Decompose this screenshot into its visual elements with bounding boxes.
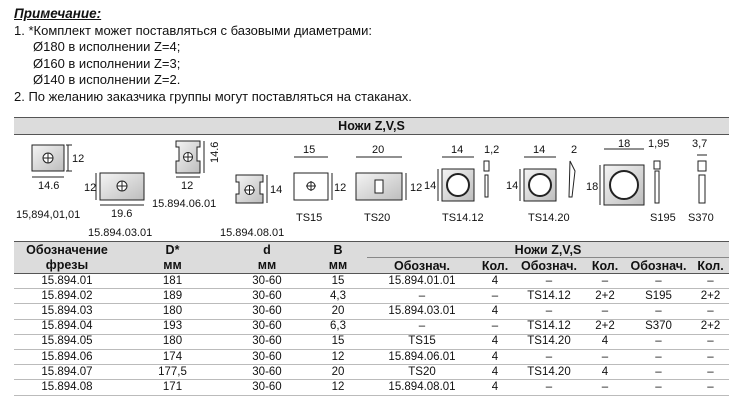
- table-cell: –: [585, 304, 625, 319]
- table-cell: 174: [120, 349, 225, 364]
- dim-d3-h: 14.6: [209, 141, 221, 163]
- table-cell: 2+2: [692, 289, 729, 304]
- table-cell: 171: [120, 380, 225, 395]
- table-header: [14, 241, 729, 274]
- table-cell: 2+2: [585, 319, 625, 334]
- table-cell: 12: [309, 380, 367, 395]
- dim-ts1412-w: 14: [451, 144, 464, 156]
- table-cell: 15: [309, 334, 367, 349]
- table-cell: –: [477, 289, 513, 304]
- table-cell: TS14.12: [513, 289, 585, 304]
- table-cell: –: [367, 289, 477, 304]
- dim-s195-t: 1,95: [648, 138, 670, 150]
- table-cell: –: [513, 274, 585, 289]
- dim-d4-h: 14: [270, 184, 283, 196]
- code-ts1420: TS14.20: [528, 212, 570, 224]
- table-cell: 15.894.07: [14, 365, 120, 380]
- note-line-3: Ø160 в исполнении Z=3;: [33, 55, 181, 71]
- table-cell: 30-60: [225, 365, 309, 380]
- dim-ts15-w: 15: [303, 144, 316, 156]
- code-d4: 15.894.08.01: [220, 227, 285, 239]
- table-cell: 15: [309, 274, 367, 289]
- table-cell: TS14.12: [513, 319, 585, 334]
- table-cell: –: [513, 349, 585, 364]
- note-line-2: Ø180 в исполнении Z=4;: [33, 39, 181, 54]
- table-cell: 4: [477, 349, 513, 364]
- note-line-5: 2. По желанию заказчика группы могут поставляться на стаканах.: [14, 88, 412, 104]
- table-cell: –: [585, 380, 625, 395]
- table-cell: 15.894.08.01: [367, 380, 477, 395]
- table-cell: 6,3: [309, 319, 367, 334]
- table-cell: 180: [120, 304, 225, 319]
- dim-s195-h: 18: [586, 181, 599, 193]
- table-cell: S370: [625, 319, 692, 334]
- table-cell: 4,3: [309, 289, 367, 304]
- table-cell: 4: [477, 380, 513, 395]
- table-cell: –: [585, 349, 625, 364]
- col-B-unit: мм: [328, 258, 348, 272]
- dim-ts1420-h: 14: [506, 180, 519, 192]
- table-cell: 15.894.03: [14, 304, 120, 319]
- table-cell: 4: [477, 334, 513, 349]
- table-cell: 15.894.02: [14, 289, 120, 304]
- table-cell: 30-60: [225, 380, 309, 395]
- table-cell: –: [513, 380, 585, 395]
- table-cell: –: [692, 380, 729, 395]
- table-cell: 189: [120, 289, 225, 304]
- table-row: [14, 380, 729, 395]
- table-cell: S195: [625, 289, 692, 304]
- table-cell: 4: [477, 304, 513, 319]
- table-cell: –: [367, 319, 477, 334]
- table-cell: –: [625, 274, 692, 289]
- table-cell: 4: [585, 365, 625, 380]
- table-cell: 2+2: [692, 319, 729, 334]
- table-cell: 177,5: [120, 365, 225, 380]
- dim-d1-w: 14.6: [38, 180, 60, 192]
- col-D: D*: [165, 243, 180, 257]
- dim-ts20-h: 12: [410, 182, 423, 194]
- col-d-unit: мм: [257, 258, 277, 272]
- knife-drawing-s370: [688, 138, 714, 224]
- table-cell: 4: [477, 274, 513, 289]
- code-ts20: TS20: [364, 212, 391, 224]
- knife-drawing-s195: [586, 138, 676, 224]
- table-cell: –: [692, 334, 729, 349]
- table-cell: TS20: [367, 365, 477, 380]
- table-cell: 15.894.08: [14, 380, 120, 395]
- table-cell: TS15: [367, 334, 477, 349]
- knife-drawing-d1: [16, 145, 84, 221]
- table-cell: 30-60: [225, 334, 309, 349]
- notes-block: [14, 6, 729, 105]
- table-row: [14, 365, 729, 380]
- table-cell: 15.894.03.01: [367, 304, 477, 319]
- code-s195: S195: [650, 212, 676, 224]
- note-line-1: 1. *Комплект может поставляться с базовыми диаметрами:: [14, 22, 372, 38]
- knives-section-title: Ножи Z,V,S: [14, 117, 729, 135]
- table-row: [14, 289, 729, 304]
- table-cell: 20: [309, 365, 367, 380]
- table-cell: TS14.20: [513, 365, 585, 380]
- knife-drawings: [14, 135, 729, 241]
- dim-d3-w: 12: [181, 180, 194, 192]
- col-D-unit: мм: [163, 258, 182, 272]
- col-oboznach-2: Обознач.: [520, 259, 578, 273]
- table-row: [14, 349, 729, 364]
- table-cell: 4: [477, 365, 513, 380]
- knife-drawing-ts15: [294, 144, 346, 224]
- dim-ts1412-t: 1,2: [484, 144, 500, 156]
- table-cell: 15.894.06.01: [367, 349, 477, 364]
- dim-ts1420-w: 14: [533, 144, 546, 156]
- knife-drawing-d2: [84, 173, 152, 239]
- table-cell: 15.894.06: [14, 349, 120, 364]
- col-designation-l1: Обозначение: [26, 243, 108, 257]
- table-row: [14, 319, 729, 334]
- dim-ts1420-t: 2: [571, 144, 578, 156]
- code-ts1412: TS14.12: [442, 212, 484, 224]
- code-s370: S370: [688, 212, 714, 224]
- table-cell: 30-60: [225, 274, 309, 289]
- table-cell: 12: [309, 349, 367, 364]
- table-row: [14, 274, 729, 289]
- dim-ts1412-h: 14: [424, 180, 437, 192]
- knife-drawing-ts20: [356, 144, 422, 224]
- table-cell: 181: [120, 274, 225, 289]
- table-cell: –: [513, 304, 585, 319]
- code-d2: 15.894.03.01: [88, 227, 153, 239]
- table-cell: 30-60: [225, 289, 309, 304]
- table-cell: 15.894.01.01: [367, 274, 477, 289]
- col-d: d: [263, 243, 271, 257]
- dim-s195-w: 18: [618, 138, 631, 150]
- notes-title: Примечание:: [14, 6, 102, 21]
- table-cell: 193: [120, 319, 225, 334]
- table-cell: 15.894.01: [14, 274, 120, 289]
- dim-ts20-w: 20: [372, 144, 385, 156]
- table-cell: TS14.20: [513, 334, 585, 349]
- col-oboznach-3: Обознач.: [630, 259, 687, 273]
- cutters-table: [14, 274, 729, 396]
- dim-ts15-h: 12: [334, 182, 347, 194]
- dim-d1-h: 12: [72, 153, 85, 165]
- table-cell: –: [692, 304, 729, 319]
- col-kol-1: Кол.: [481, 259, 509, 273]
- table-cell: –: [692, 274, 729, 289]
- dim-s370-t: 3,7: [692, 138, 708, 150]
- table-cell: –: [625, 349, 692, 364]
- col-kol-2: Кол.: [591, 259, 619, 273]
- note-line-4: Ø140 в исполнении Z=2.: [33, 72, 181, 87]
- col-kol-3: Кол.: [697, 259, 724, 273]
- table-cell: 180: [120, 334, 225, 349]
- knife-drawing-ts1420: [506, 144, 577, 224]
- table-cell: –: [625, 365, 692, 380]
- table-cell: –: [585, 274, 625, 289]
- code-d3: 15.894.06.01: [152, 198, 217, 210]
- dim-d2-h: 12: [84, 182, 97, 194]
- col-knives: Ножи Z,V,S: [514, 243, 582, 257]
- table-cell: 4: [585, 334, 625, 349]
- table-row: [14, 334, 729, 349]
- table-cell: –: [625, 334, 692, 349]
- col-oboznach-1: Обознач.: [393, 259, 451, 273]
- table-cell: 15.894.04: [14, 319, 120, 334]
- col-designation-l2: фрезы: [45, 258, 89, 272]
- table-row: [14, 304, 729, 319]
- table-cell: –: [692, 349, 729, 364]
- table-cell: –: [692, 365, 729, 380]
- knife-drawing-d4: [220, 175, 284, 239]
- dim-d2-w: 19.6: [111, 208, 133, 220]
- table-cell: –: [477, 319, 513, 334]
- table-cell: –: [625, 304, 692, 319]
- table-cell: 30-60: [225, 319, 309, 334]
- knife-drawing-d3: [152, 141, 221, 210]
- code-ts15: TS15: [296, 212, 323, 224]
- table-cell: 30-60: [225, 304, 309, 319]
- table-cell: 30-60: [225, 349, 309, 364]
- col-B: B: [333, 243, 343, 257]
- table-cell: 15.894.05: [14, 334, 120, 349]
- table-cell: –: [625, 380, 692, 395]
- code-d1: 15,894,01,01: [16, 209, 81, 221]
- table-cell: 20: [309, 304, 367, 319]
- knife-drawing-ts1412: [424, 144, 499, 224]
- table-cell: 2+2: [585, 289, 625, 304]
